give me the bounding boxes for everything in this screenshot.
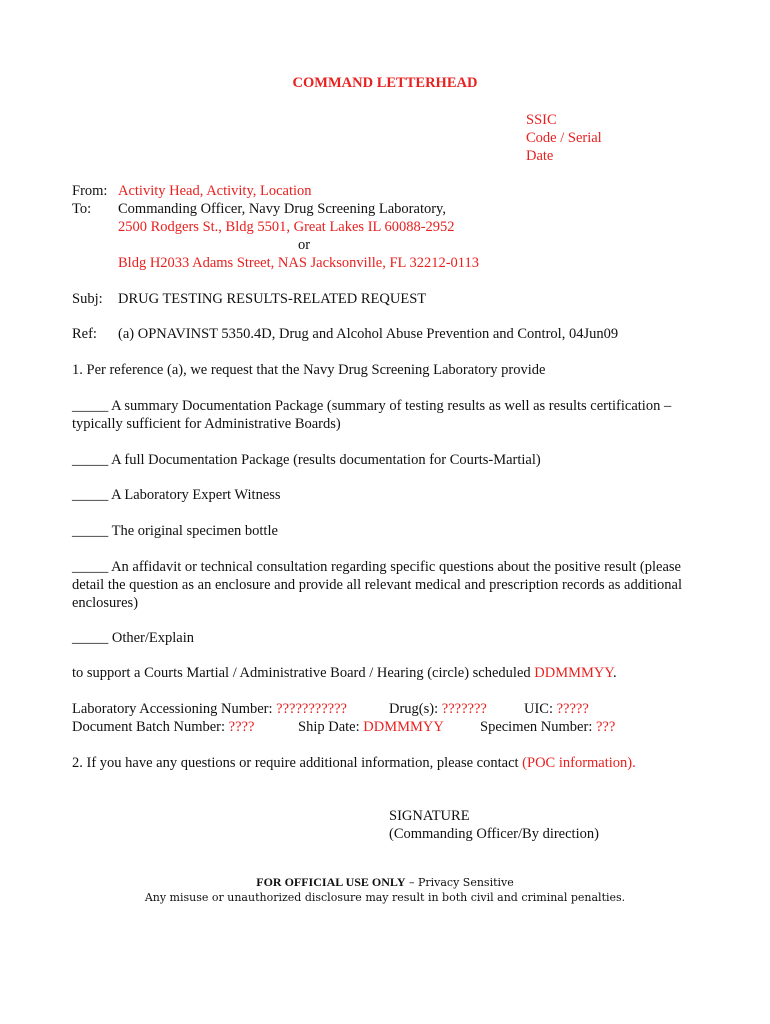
- option-expert-witness: _____ A Laboratory Expert Witness: [72, 487, 281, 503]
- uic-value: ?????: [556, 701, 589, 717]
- ssic-block: [526, 111, 602, 165]
- drugs-label: Drug(s):: [389, 701, 442, 717]
- from-value: Activity Head, Activity, Location: [118, 183, 312, 199]
- doc-batch-field: [72, 718, 254, 736]
- signature-label: SIGNATURE: [389, 808, 470, 824]
- uic-label: UIC:: [524, 701, 557, 717]
- doc-batch-value: ????: [228, 719, 255, 735]
- drugs-value: ???????: [441, 701, 487, 717]
- poc-information: (POC information).: [522, 755, 636, 771]
- ref-label: Ref:: [72, 326, 97, 342]
- to-address-great-lakes: 2500 Rodgers St., Bldg 5501, Great Lakes IL 60088-2952: [118, 219, 455, 235]
- code-serial-label: Code / Serial: [526, 130, 602, 146]
- letterhead: COMMAND LETTERHEAD: [292, 75, 478, 91]
- ship-date-field: [298, 718, 444, 736]
- ref-value: (a) OPNAVINST 5350.4D, Drug and Alcohol Abuse Prevention and Control, 04Jun09: [118, 326, 619, 342]
- option-affidavit: _____ An affidavit or technical consultation regarding specific questions about the positive result (please detail the question as an enclosure and provide all relevant medical and prescription records as additional enclosures): [72, 559, 682, 611]
- option-specimen-bottle: _____ The original specimen bottle: [72, 523, 278, 539]
- from-label: From:: [72, 183, 108, 199]
- specimen-number-field: [480, 718, 615, 736]
- subj-value: DRUG TESTING RESULTS-RELATED REQUEST: [118, 291, 427, 307]
- support-text: to support a Courts Martial / Administrative Board / Hearing (circle) scheduled: [72, 665, 535, 681]
- fouo-notice: [0, 875, 770, 890]
- specimen-number-value: ???: [595, 719, 616, 735]
- ship-date-value: DDMMMYY: [363, 719, 444, 735]
- uic-field: [524, 700, 589, 718]
- lab-accession-label: Laboratory Accessioning Number:: [72, 701, 277, 717]
- option-summary-package: _____ A summary Documentation Package (summary of testing results as well as results certification – typically sufficient for Administrative Boards): [72, 398, 672, 432]
- subj-label: Subj:: [72, 291, 103, 307]
- paragraph-1: 1. Per reference (a), we request that the Navy Drug Screening Laboratory provide: [72, 362, 546, 378]
- fouo-rest: – Privacy Sensitive: [405, 876, 514, 889]
- to-or: or: [298, 237, 311, 253]
- option-full-package: _____ A full Documentation Package (results documentation for Courts-Martial): [72, 452, 541, 468]
- ssic-label: SSIC: [526, 112, 557, 128]
- specimen-number-label: Specimen Number:: [480, 719, 596, 735]
- date-label: Date: [526, 148, 554, 164]
- disclosure-warning: Any misuse or unauthorized disclosure may result in both civil and criminal penalties.: [144, 891, 626, 904]
- paragraph-2: [72, 754, 636, 772]
- signature-authority: (Commanding Officer/By direction): [389, 826, 599, 842]
- support-end: .: [612, 665, 617, 681]
- paragraph-2-text: 2. If you have any questions or require additional information, please contact: [72, 755, 523, 771]
- to-label: To:: [72, 201, 92, 217]
- drugs-field: [389, 700, 487, 718]
- to-line1: Commanding Officer, Navy Drug Screening Laboratory,: [118, 201, 446, 217]
- lab-accession-field: [72, 700, 347, 718]
- support-date: DDMMMYY: [534, 665, 613, 681]
- support-line: [72, 664, 617, 682]
- ship-date-label: Ship Date:: [298, 719, 364, 735]
- option-other: _____ Other/Explain: [72, 630, 195, 646]
- fouo-bold: FOR OFFICIAL USE ONLY: [256, 875, 406, 889]
- lab-accession-value: ???????????: [276, 701, 347, 717]
- to-address-jacksonville: Bldg H2033 Adams Street, NAS Jacksonville, FL 32212-0113: [118, 255, 480, 271]
- doc-batch-label: Document Batch Number:: [72, 719, 229, 735]
